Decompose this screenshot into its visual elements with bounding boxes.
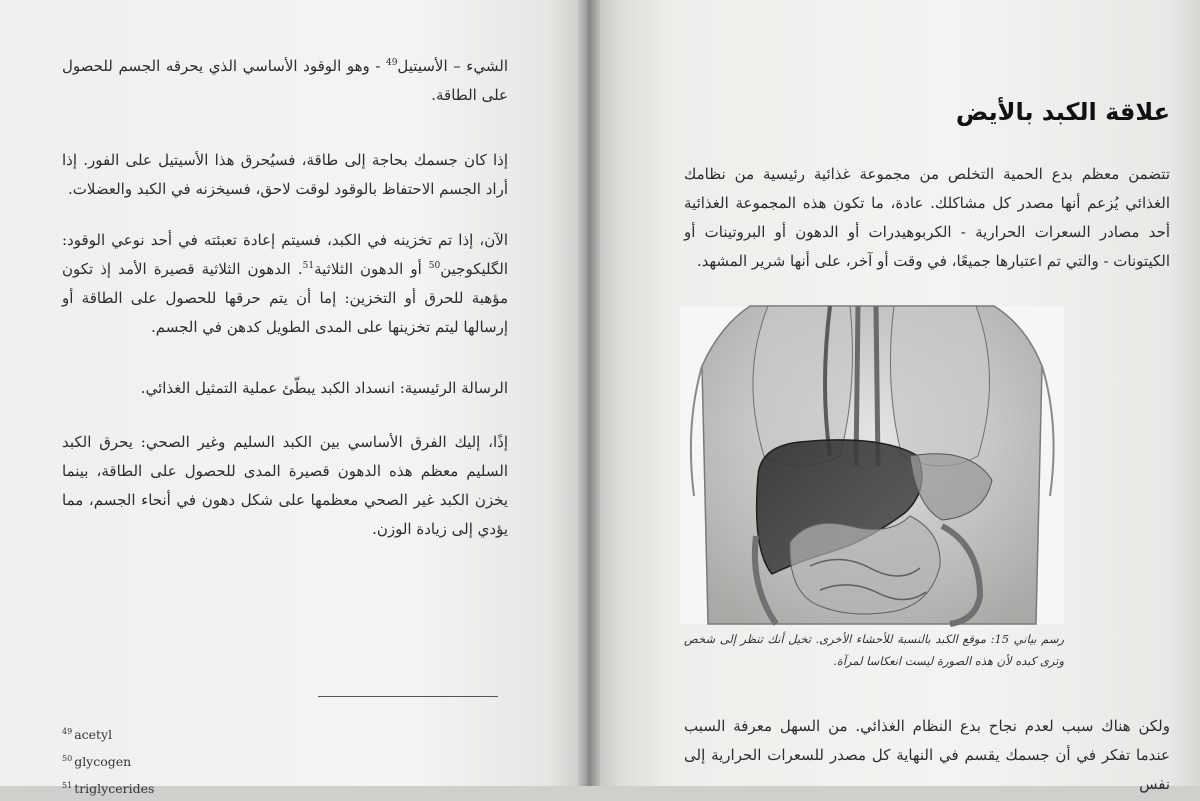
footnote-text: triglycerides	[74, 781, 155, 796]
closing-paragraph: ولكن هناك سبب لعدم نجاح بدع النظام الغذائي. من السهل معرفة السبب عندما تفكر في أن جسمك يقسم في النهاية كل مصدر للسعرات الحرارية إلى نفس	[684, 717, 1170, 793]
left-page	[0, 0, 588, 796]
paragraph-text: الآن، إذا تم تخزينه في الكبد، فسيتم إعادة تعبئته في أحد نوعي الوقود: الگليكوجين	[62, 231, 508, 278]
paragraph-text: أو الدهون الثلاثية	[314, 260, 429, 278]
left-paragraph-3	[62, 226, 508, 342]
footnotes	[62, 720, 154, 801]
footnote-number: 49	[62, 727, 73, 736]
right-lung	[890, 306, 989, 466]
footnote-item	[62, 774, 154, 801]
footnote-ref: 50	[428, 261, 441, 271]
footnote-text: glycogen	[74, 754, 132, 769]
footnote-item	[62, 747, 154, 774]
paragraph-text: . الدهون الثلاثية قصيرة الأمد إذ تكون مؤهبة للحرق أو التخزين: إما أن يتم حرقها للحصول على الطاقة أو إرسالها ليتم تخزينها على المدى الطويل كدهن في الجسم.	[62, 260, 508, 336]
figure-caption: رسم بياني 15: موقع الكبد بالنسبة للأحشاء الأخرى. تخيل أنك تنظر إلى شخص وترى كبده لأن هذه الصورة ليست انعكاسا لمرآة.	[684, 632, 1065, 668]
footnote-item	[62, 720, 154, 747]
footnote-ref: 51	[302, 261, 315, 271]
paragraph-text: - وهو الوقود الأساسي الذي يحرقه الجسم للحصول على الطاقة.	[62, 57, 508, 104]
left-paragraph-2: إذا كان جسمك بحاجة إلى طاقة، فسيُحرق هذا الأسيتيل على الفور. إذا أراد الجسم الاحتفاظ بالوقود لوقت لاحق، فسيخزنه في الكبد والعضلات.	[62, 151, 509, 198]
footnote-ref: 49	[385, 58, 398, 68]
left-paragraph-5: إذًا، إليك الفرق الأساسي بين الكبد السليم وغير الصحي: يحرق الكبد السليم معظم هذه الدهون قصيرة المدى للحصول على الطاقة، بينما يخزن الكبد غير الصحي معظمها على شكل دهون في أنحاء الجسم، مما يؤدي إلى زيادة الوزن.	[62, 433, 508, 538]
footnote-number: 51	[62, 781, 73, 790]
right-page	[588, 0, 1200, 793]
footnote-number: 50	[62, 754, 73, 763]
chapter-title: علاقة الكبد بالأيض	[955, 98, 1170, 126]
left-paragraph-key-message: الرسالة الرئيسية: انسداد الكبد يبطّئ عملية التمثيل الغذائي.	[140, 379, 508, 397]
footnote-divider	[318, 696, 498, 697]
liver-anatomy-figure	[680, 306, 1064, 624]
footnote-text: acetyl	[74, 727, 113, 742]
paragraph-text: الشيء – الأسيتيل	[397, 57, 508, 75]
book-gutter-shadow	[578, 0, 600, 786]
left-paragraph-1	[62, 52, 508, 110]
intro-paragraph: تتضمن معظم بدع الحمية التخلص من مجموعة غذائية رئيسية من نظامك الغذائي يُزعم أنها مصدر كل مشاكلك. عادة، ما تكون هذه المجموعة الغذائية أحد مصادر السعرات الحرارية - الكربوهيدرات أو الدهون أو البروتينات أو الكيتونات - والتي تم اعتبارها جميعًا، في وقت أو آخر، على أنها شرير المشهد.	[684, 165, 1170, 270]
torso-organs-illustration	[680, 306, 1064, 624]
